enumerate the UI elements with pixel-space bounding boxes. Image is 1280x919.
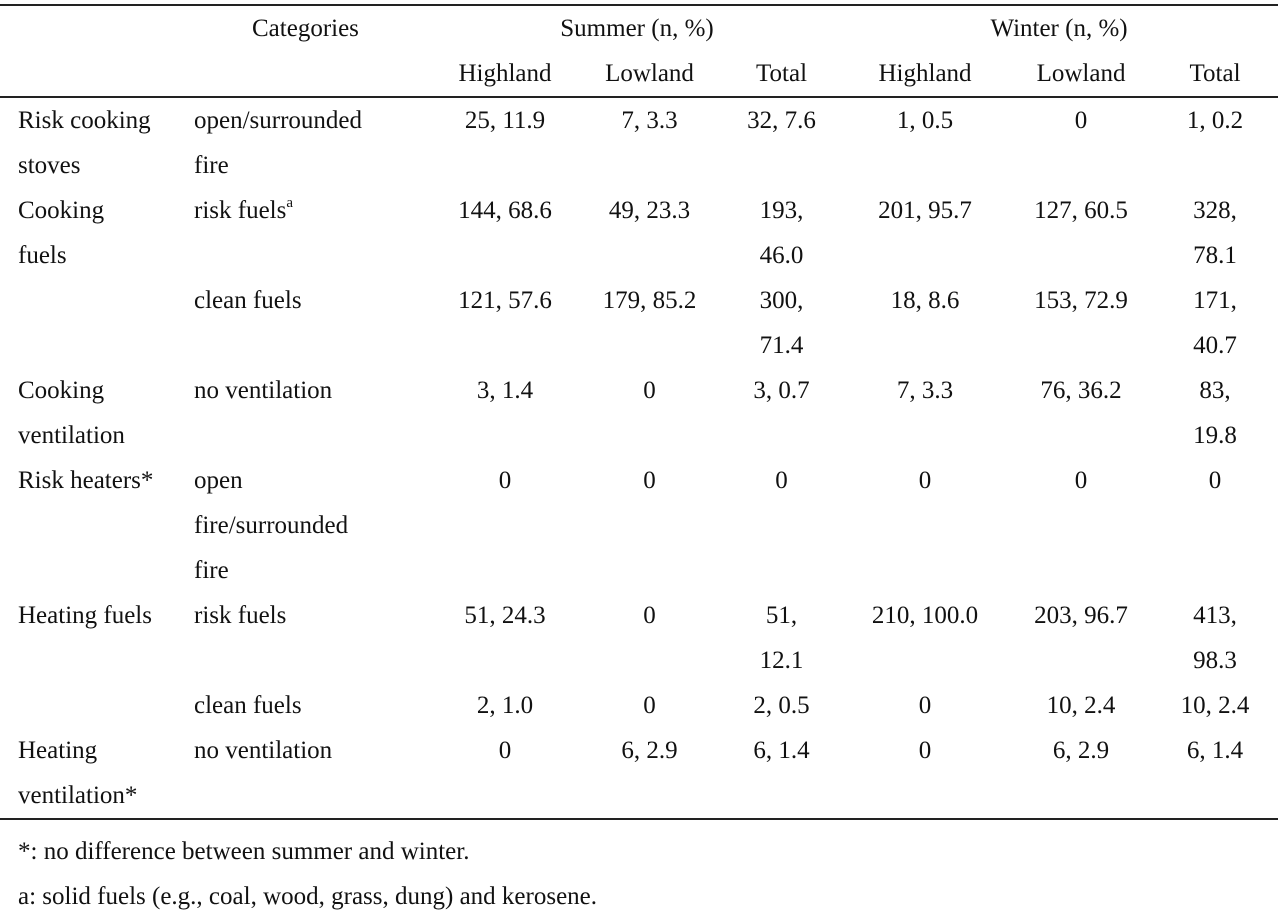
header-row-sub bbox=[0, 51, 1278, 97]
header-blank-cell bbox=[0, 5, 194, 51]
header-summer-total: Total bbox=[723, 51, 840, 97]
value-cell-summer-highland bbox=[434, 278, 576, 368]
value-line: 179, 85.2 bbox=[602, 287, 697, 314]
table-row bbox=[0, 593, 1278, 683]
row-category-text: clean fuels bbox=[194, 692, 302, 719]
table-header bbox=[0, 5, 1278, 97]
value-line: 6, 1.4 bbox=[753, 737, 810, 764]
row-category-text: fire bbox=[194, 557, 229, 584]
value-cell-winter-highland bbox=[840, 278, 1010, 368]
table-row bbox=[0, 683, 1278, 728]
value-line: 201, 95.7 bbox=[878, 197, 972, 224]
value-line: 3, 0.7 bbox=[753, 377, 810, 404]
value-line: 6, 2.9 bbox=[621, 737, 678, 764]
value-line: 1, 0.2 bbox=[1186, 107, 1244, 134]
value-line: 0 bbox=[1074, 467, 1088, 494]
value-line: 49, 23.3 bbox=[608, 197, 691, 224]
value-line: 46.0 bbox=[759, 242, 804, 269]
value-line: 6, 1.4 bbox=[1186, 737, 1244, 764]
value-line: 18, 8.6 bbox=[890, 287, 960, 314]
value-line: 0 bbox=[498, 737, 512, 764]
value-line: 0 bbox=[918, 737, 932, 764]
value-cell-summer-total bbox=[723, 683, 840, 728]
value-line: 0 bbox=[643, 467, 656, 494]
header-winter-lowland: Lowland bbox=[1010, 51, 1152, 97]
value-line: 3, 1.4 bbox=[476, 377, 534, 404]
value-cell-summer-lowland bbox=[576, 97, 723, 188]
value-cell-summer-lowland bbox=[576, 278, 723, 368]
row-group-cell bbox=[0, 593, 194, 683]
value-cell-winter-total bbox=[1152, 278, 1278, 368]
value-cell-summer-highland bbox=[434, 97, 576, 188]
value-line: 76, 36.2 bbox=[1040, 377, 1122, 404]
value-line: 328, bbox=[1193, 197, 1237, 224]
value-cell-winter-lowland bbox=[1010, 278, 1152, 368]
table-body bbox=[0, 97, 1278, 819]
data-table bbox=[0, 4, 1278, 820]
value-cell-winter-highland bbox=[840, 97, 1010, 188]
value-line: 121, 57.6 bbox=[458, 287, 552, 314]
value-cell-summer-total bbox=[723, 368, 840, 458]
value-cell-winter-lowland bbox=[1010, 458, 1152, 593]
header-row-top bbox=[0, 5, 1278, 51]
value-cell-winter-total bbox=[1152, 593, 1278, 683]
header-summer-lowland: Lowland bbox=[576, 51, 723, 97]
row-group-label-line: Heating bbox=[18, 737, 98, 764]
row-group-cell bbox=[0, 278, 194, 368]
row-group-label-line: stoves bbox=[18, 152, 81, 179]
row-category-cell bbox=[194, 458, 434, 593]
value-line: 10, 2.4 bbox=[1046, 692, 1116, 719]
row-category-label-line bbox=[194, 728, 434, 773]
value-line: 0 bbox=[643, 602, 656, 629]
value-cell-winter-lowland bbox=[1010, 683, 1152, 728]
table-row bbox=[0, 368, 1278, 458]
header-winter-total: Total bbox=[1152, 51, 1278, 97]
value-cell-winter-lowland bbox=[1010, 368, 1152, 458]
row-group-label-line: ventilation bbox=[18, 422, 125, 449]
value-cell-winter-highland bbox=[840, 458, 1010, 593]
table-row bbox=[0, 728, 1278, 819]
row-category-cell bbox=[194, 368, 434, 458]
value-line: 0 bbox=[643, 692, 656, 719]
row-category-label-line bbox=[194, 683, 434, 728]
value-cell-winter-lowland bbox=[1010, 728, 1152, 819]
value-cell-winter-total bbox=[1152, 97, 1278, 188]
table-row bbox=[0, 188, 1278, 278]
value-cell-winter-highland bbox=[840, 728, 1010, 819]
row-category-text: fire/surrounded bbox=[194, 512, 349, 539]
value-cell-summer-total bbox=[723, 278, 840, 368]
row-group-label-line: Risk heaters* bbox=[18, 467, 154, 494]
footnote-a: a: solid fuels (e.g., coal, wood, grass, dung) and kerosene. bbox=[18, 883, 598, 910]
value-line: 0 bbox=[643, 377, 656, 404]
value-cell-winter-lowland bbox=[1010, 188, 1152, 278]
header-summer: Summer (n, %) bbox=[434, 5, 840, 51]
value-line: 0 bbox=[918, 692, 932, 719]
row-category-label-line bbox=[194, 278, 434, 323]
value-line: 40.7 bbox=[1193, 332, 1237, 359]
row-group-label-line: Cooking bbox=[18, 377, 105, 404]
value-cell-summer-lowland bbox=[576, 458, 723, 593]
value-line: 0 bbox=[498, 467, 512, 494]
value-cell-winter-lowland bbox=[1010, 593, 1152, 683]
value-cell-summer-highland bbox=[434, 188, 576, 278]
row-category-label-line bbox=[194, 503, 434, 548]
value-line: 71.4 bbox=[759, 332, 804, 359]
row-group-cell bbox=[0, 458, 194, 593]
row-category-label-line bbox=[194, 458, 434, 503]
value-line: 78.1 bbox=[1193, 242, 1237, 269]
value-line: 203, 96.7 bbox=[1034, 602, 1128, 629]
header-winter: Winter (n, %) bbox=[840, 5, 1278, 51]
row-category-text: fire bbox=[194, 152, 229, 179]
row-category-text: no ventilation bbox=[194, 377, 333, 404]
value-cell-summer-lowland bbox=[576, 728, 723, 819]
row-group-label-line: ventilation* bbox=[18, 782, 138, 809]
value-line: 25, 11.9 bbox=[464, 107, 546, 134]
value-line: 144, 68.6 bbox=[458, 197, 552, 224]
value-line: 2, 1.0 bbox=[476, 692, 534, 719]
value-line: 413, bbox=[1193, 602, 1237, 629]
value-line: 2, 0.5 bbox=[753, 692, 810, 719]
value-cell-winter-total bbox=[1152, 728, 1278, 819]
value-line: 0 bbox=[918, 467, 932, 494]
value-cell-summer-highland bbox=[434, 458, 576, 593]
value-cell-winter-lowland bbox=[1010, 97, 1152, 188]
footnote-asterisk: *: no difference between summer and winter. bbox=[18, 838, 470, 865]
value-cell-summer-lowland bbox=[576, 683, 723, 728]
row-group-cell bbox=[0, 683, 194, 728]
header-winter-highland: Highland bbox=[840, 51, 1010, 97]
value-line: 0 bbox=[1208, 467, 1222, 494]
value-cell-summer-total bbox=[723, 593, 840, 683]
value-line: 0 bbox=[1074, 107, 1088, 134]
value-line: 210, 100.0 bbox=[871, 602, 979, 629]
row-group-cell bbox=[0, 97, 194, 188]
value-cell-summer-total bbox=[723, 728, 840, 819]
value-line: 1, 0.5 bbox=[896, 107, 954, 134]
row-category-cell bbox=[194, 593, 434, 683]
header-blank-cell bbox=[194, 51, 434, 97]
value-line: 10, 2.4 bbox=[1180, 692, 1250, 719]
row-category-cell bbox=[194, 278, 434, 368]
value-cell-summer-total bbox=[723, 97, 840, 188]
value-cell-winter-total bbox=[1152, 683, 1278, 728]
value-line: 7, 3.3 bbox=[621, 107, 678, 134]
table-row bbox=[0, 458, 1278, 593]
value-line: 171, bbox=[1193, 287, 1237, 314]
row-group-cell bbox=[0, 188, 194, 278]
row-category-label-line bbox=[194, 188, 434, 233]
row-category-text: open/surrounded bbox=[194, 107, 363, 134]
value-line: 193, bbox=[759, 197, 804, 224]
header-blank-cell bbox=[0, 51, 194, 97]
value-cell-summer-highland bbox=[434, 728, 576, 819]
value-cell-summer-total bbox=[723, 188, 840, 278]
row-category-text: clean fuels bbox=[194, 287, 302, 314]
table-row bbox=[0, 97, 1278, 188]
value-cell-winter-highland bbox=[840, 593, 1010, 683]
value-line: 0 bbox=[775, 467, 788, 494]
row-group-label-line: fuels bbox=[18, 242, 67, 269]
value-cell-winter-highland bbox=[840, 683, 1010, 728]
header-categories: Categories bbox=[194, 5, 434, 51]
value-line: 127, 60.5 bbox=[1034, 197, 1128, 224]
value-line: 153, 72.9 bbox=[1034, 287, 1128, 314]
value-line: 300, bbox=[759, 287, 804, 314]
value-cell-summer-total bbox=[723, 458, 840, 593]
value-line: 19.8 bbox=[1193, 422, 1237, 449]
value-cell-winter-highland bbox=[840, 188, 1010, 278]
value-line: 6, 2.9 bbox=[1052, 737, 1110, 764]
row-category-cell bbox=[194, 683, 434, 728]
row-category-cell bbox=[194, 188, 434, 278]
row-category-label-line bbox=[194, 98, 434, 143]
value-cell-summer-lowland bbox=[576, 593, 723, 683]
row-category-text: risk fuels bbox=[194, 197, 287, 224]
table-row bbox=[0, 278, 1278, 368]
row-group-label-line: Cooking bbox=[18, 197, 105, 224]
row-category-text: open bbox=[194, 467, 243, 494]
row-category-label-line bbox=[194, 143, 434, 188]
footnotes bbox=[18, 829, 1258, 919]
value-cell-summer-lowland bbox=[576, 368, 723, 458]
row-category-cell bbox=[194, 97, 434, 188]
footnote-marker: a bbox=[286, 194, 294, 211]
row-category-label-line bbox=[194, 548, 434, 593]
row-category-cell bbox=[194, 728, 434, 819]
row-category-text: no ventilation bbox=[194, 737, 333, 764]
value-cell-summer-highland bbox=[434, 593, 576, 683]
value-line: 51, bbox=[765, 602, 798, 629]
value-cell-winter-total bbox=[1152, 188, 1278, 278]
value-cell-winter-total bbox=[1152, 458, 1278, 593]
value-cell-winter-highland bbox=[840, 368, 1010, 458]
row-group-label-line: Risk cooking bbox=[18, 107, 151, 134]
row-group-cell bbox=[0, 728, 194, 819]
value-line: 12.1 bbox=[759, 647, 804, 674]
row-group-label-line: Heating fuels bbox=[18, 602, 152, 629]
row-category-label-line bbox=[194, 368, 434, 413]
value-cell-summer-highland bbox=[434, 368, 576, 458]
value-cell-winter-total bbox=[1152, 368, 1278, 458]
row-group-cell bbox=[0, 368, 194, 458]
value-line: 83, bbox=[1199, 377, 1231, 404]
value-line: 32, 7.6 bbox=[747, 107, 816, 134]
row-category-label-line bbox=[194, 593, 434, 638]
value-line: 51, 24.3 bbox=[464, 602, 546, 629]
row-category-text: risk fuels bbox=[194, 602, 287, 629]
value-line: 98.3 bbox=[1193, 647, 1237, 674]
value-cell-summer-lowland bbox=[576, 188, 723, 278]
value-line: 7, 3.3 bbox=[896, 377, 954, 404]
value-cell-summer-highland bbox=[434, 683, 576, 728]
header-summer-highland: Highland bbox=[434, 51, 576, 97]
